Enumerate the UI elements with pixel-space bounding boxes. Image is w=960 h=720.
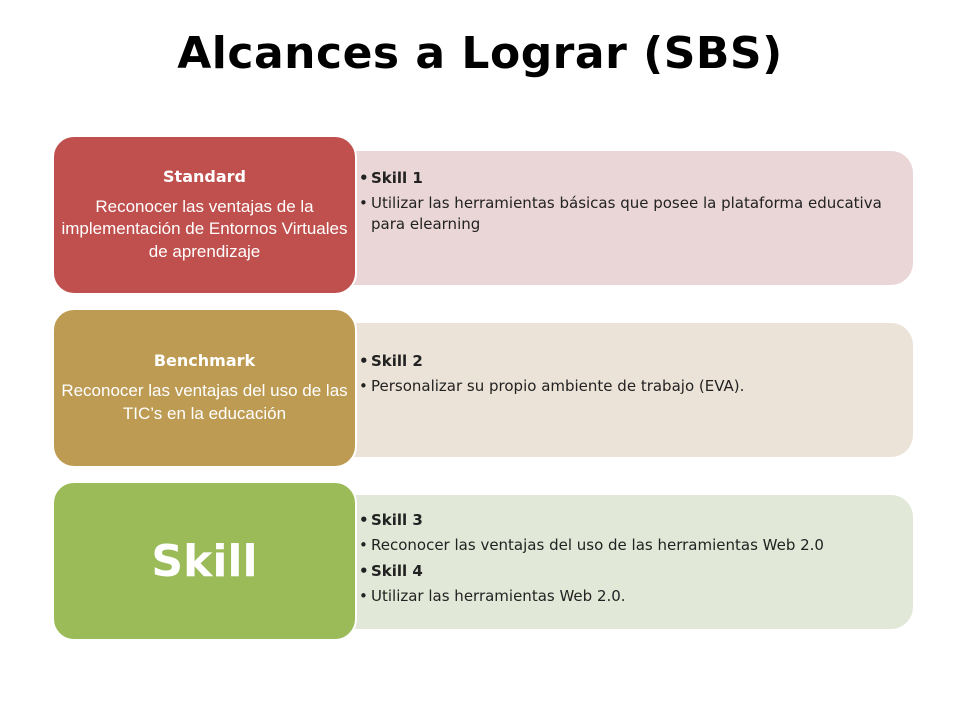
skill-heading: Skill [151,535,258,587]
list-item: • Skill 3 [357,510,900,530]
slide-title: Alcances a Lograr (SBS) [177,28,783,79]
list-item: • Reconocer las ventajas del uso de las herramientas Web 2.0 [357,535,900,555]
list-item: • Skill 4 [357,561,900,581]
list-item: • Personalizar su propio ambiente de trabajo (EVA). [357,376,900,396]
standard-heading: Standard [163,167,246,187]
list-item: • Utilizar las herramientas básicas que posee la plataforma educativa para elearning [357,193,900,234]
standard-box [52,135,357,295]
row-benchmark [0,308,960,478]
list-item: • Skill 2 [357,351,900,371]
list-item: • Utilizar las herramientas Web 2.0. [357,586,900,606]
benchmark-description: Reconocer las ventajas del uso de las TIC’s en la educación [61,381,348,423]
standard-description: Reconocer las ventajas de la implementación de Entornos Virtuales de aprendizaje [61,197,348,261]
row-standard [0,135,960,305]
benchmark-box [52,308,357,468]
row-skill [0,481,960,651]
benchmark-skill-list [357,351,900,402]
skill-box [52,481,357,641]
standard-skill-list [357,168,900,239]
benchmark-heading: Benchmark [153,351,256,371]
skill-list [357,510,900,611]
list-item: • Skill 1 [357,168,900,188]
